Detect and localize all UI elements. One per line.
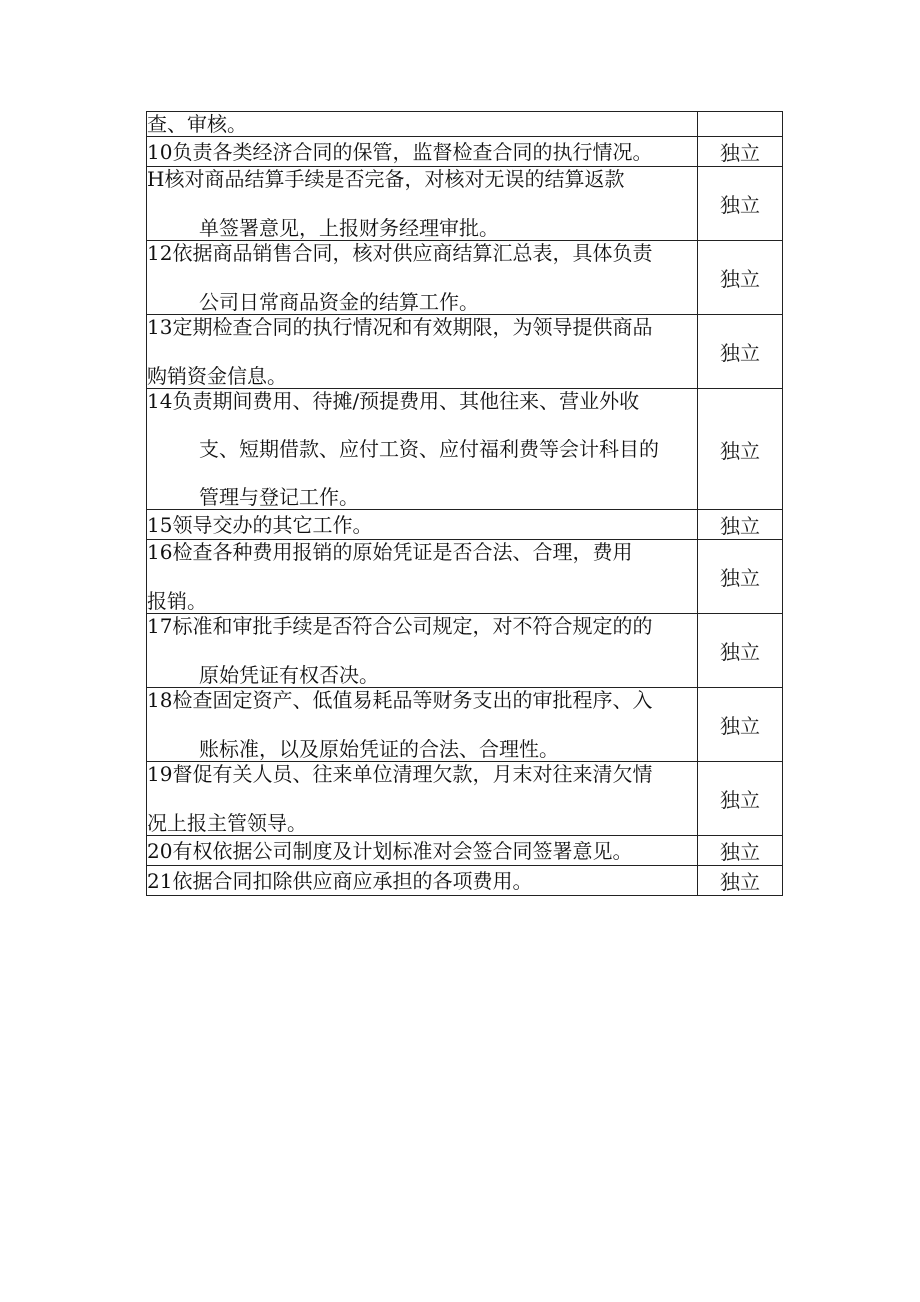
work-mode-cell: 独立 <box>698 510 783 540</box>
table-row <box>147 762 783 836</box>
duty-text-line: 21依据合同扣除供应商应承担的各项费用。 <box>147 868 533 893</box>
duty-description-cell <box>147 510 698 540</box>
duty-description-cell <box>147 540 698 614</box>
work-mode-cell: 独立 <box>698 836 783 866</box>
duty-description-cell <box>147 112 698 137</box>
duty-text-line: 单签署意见，上报财务经理审批。 <box>199 216 499 240</box>
table-row <box>147 112 783 137</box>
table-row <box>147 614 783 688</box>
duty-text-line: 19督促有关人员、往来单位清理欠款，月末对往来清欠情 <box>147 762 653 786</box>
duty-text-line: 报销。 <box>147 589 207 613</box>
duty-text-line: 18检查固定资产、低值易耗品等财务支出的审批程序、入 <box>147 688 653 712</box>
table-row <box>147 315 783 389</box>
duty-text-line: 20有权依据公司制度及计划标准对会签合同签署意见。 <box>147 838 633 863</box>
table-row <box>147 836 783 866</box>
work-mode-cell: 独立 <box>698 315 783 389</box>
duty-text-line: 公司日常商品资金的结算工作。 <box>199 290 479 314</box>
duty-text-line: 账标准，以及原始凭证的合法、合理性。 <box>199 737 559 761</box>
work-mode-cell: 独立 <box>698 389 783 510</box>
work-mode-cell: 独立 <box>698 167 783 241</box>
duty-description-cell <box>147 614 698 688</box>
table-row <box>147 241 783 315</box>
duty-text-line: 12依据商品销售合同，核对供应商结算汇总表，具体负责 <box>147 241 653 265</box>
work-mode-cell: 独立 <box>698 241 783 315</box>
duty-text-line: 17标准和审批手续是否符合公司规定，对不符合规定的的 <box>147 614 653 638</box>
work-mode-cell: 独立 <box>698 688 783 762</box>
duty-description-cell <box>147 688 698 762</box>
duty-text-line: 况上报主管领导。 <box>147 811 307 835</box>
table-row <box>147 167 783 241</box>
work-mode-cell <box>698 112 783 137</box>
duty-description-cell <box>147 836 698 866</box>
duties-table <box>146 111 783 896</box>
work-mode-cell: 独立 <box>698 137 783 167</box>
table-row <box>147 137 783 167</box>
table-row <box>147 866 783 896</box>
duty-description-cell <box>147 241 698 315</box>
duty-text-line: 14负责期间费用、待摊/预提费用、其他往来、营业外收 <box>147 389 640 413</box>
duty-description-cell <box>147 137 698 167</box>
work-mode-cell: 独立 <box>698 762 783 836</box>
work-mode-cell: 独立 <box>698 866 783 896</box>
duty-text-line: 管理与登记工作。 <box>199 485 359 509</box>
duty-text-line: 16检查各种费用报销的原始凭证是否合法、合理，费用 <box>147 540 633 564</box>
duty-description-cell <box>147 315 698 389</box>
duty-text-line: 13定期检查合同的执行情况和有效期限，为领导提供商品 <box>147 315 653 339</box>
duty-text-line: 购销资金信息。 <box>147 364 287 388</box>
duty-description-cell <box>147 167 698 241</box>
table-row <box>147 688 783 762</box>
duty-text-line: H核对商品结算手续是否完备，对核对无误的结算返款 <box>147 167 625 191</box>
duty-description-cell <box>147 762 698 836</box>
duty-description-cell <box>147 866 698 896</box>
work-mode-cell: 独立 <box>698 540 783 614</box>
table-row <box>147 510 783 540</box>
duty-text-line: 原始凭证有权否决。 <box>199 663 379 687</box>
duty-text-line: 10负责各类经济合同的保管，监督检查合同的执行情况。 <box>147 139 653 164</box>
duty-description-cell <box>147 389 698 510</box>
table-row <box>147 540 783 614</box>
duty-text-line: 15领导交办的其它工作。 <box>147 512 373 537</box>
work-mode-cell: 独立 <box>698 614 783 688</box>
duties-table-body <box>147 112 783 896</box>
table-row <box>147 389 783 510</box>
duty-text-line: 查、审核。 <box>147 112 247 136</box>
duty-text-line: 支、短期借款、应付工资、应付福利费等会计科目的 <box>199 437 659 461</box>
